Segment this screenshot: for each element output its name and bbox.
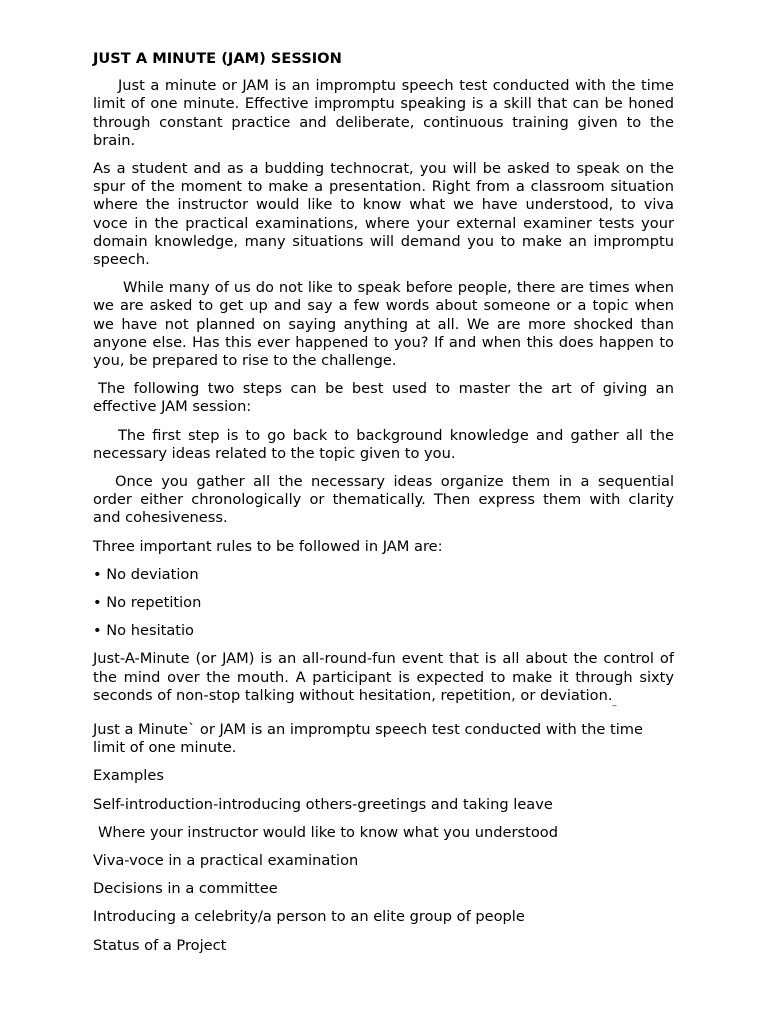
- document-title: JUST A MINUTE (JAM) SESSION: [93, 50, 342, 67]
- paragraph-student: As a student and as a budding technocrat, you will be asked to speak on the spur of the moment to make a presentation. Right from a classroom situation where the instructor would like to know what we have understood, to viva voce in the practical examinations, where your external examiner tests your domain knowledge, many situations will demand you to make an impromptu speech.: [93, 160, 674, 269]
- example-item: Viva-voce in a practical examination: [93, 852, 359, 870]
- examples-section: [93, 767, 674, 954]
- example-item: Introducing a celebrity/a person to an elite group of people: [93, 908, 525, 926]
- rule-item: • No hesitatio: [93, 622, 194, 640]
- rules-list: [93, 566, 674, 641]
- paragraph-shy-speakers: While many of us do not like to speak before people, there are times when we are asked to get up and say a few words about someone or a topic when we have not planned on saying anything at all. We are more shocked than anyone else. Has this ever happened to you? If and when this does happen to you, be prepared to rise to the challenge.: [93, 279, 674, 370]
- example-item: Status of a Project: [93, 936, 227, 954]
- paragraph-two-steps: The following two steps can be best used to master the art of giving an effective JAM session:: [93, 380, 674, 416]
- definition-mark: _: [612, 696, 617, 706]
- rule-item: • No deviation: [93, 565, 199, 583]
- definition-text: Just-A-Minute (or JAM) is an all-round-fun event that is all about the control of the mind over the mouth. A participant is expected to make it through sixty seconds of non-stop talking without hesitation, repetition, or deviation.: [93, 650, 674, 704]
- document-page: [93, 50, 674, 965]
- example-item: Self-introduction-introducing others-greetings and taking leave: [93, 795, 553, 813]
- paragraph-rules-intro: Three important rules to be followed in JAM are:: [93, 537, 443, 555]
- restatement-text: ` or JAM is an impromptu speech test conducted with the time limit of one minute.: [93, 721, 643, 757]
- paragraph-second-step: Once you gather all the necessary ideas organize them in a sequential order either chronologically or thematically. Then express them with clarity and cohesiveness.: [93, 473, 674, 527]
- paragraph-definition: [93, 650, 674, 711]
- examples-heading: Examples: [93, 767, 164, 785]
- paragraph-intro: Just a minute or JAM is an impromptu speech test conducted with the time limit of one minute. Effective impromptu speaking is a skill that can be honed through constant practice and deliberate, continuous training given to the brain.: [93, 77, 674, 149]
- rule-item: • No repetition: [93, 594, 202, 612]
- example-item: Where your instructor would like to know what you understood: [98, 823, 558, 841]
- example-item: Decisions in a committee: [93, 880, 278, 898]
- paragraph-first-step: The first step is to go back to background knowledge and gather all the necessary ideas related to the topic given to you.: [93, 426, 674, 462]
- paragraph-restatement: [93, 721, 674, 757]
- restatement-term: Just a Minute: [93, 721, 188, 738]
